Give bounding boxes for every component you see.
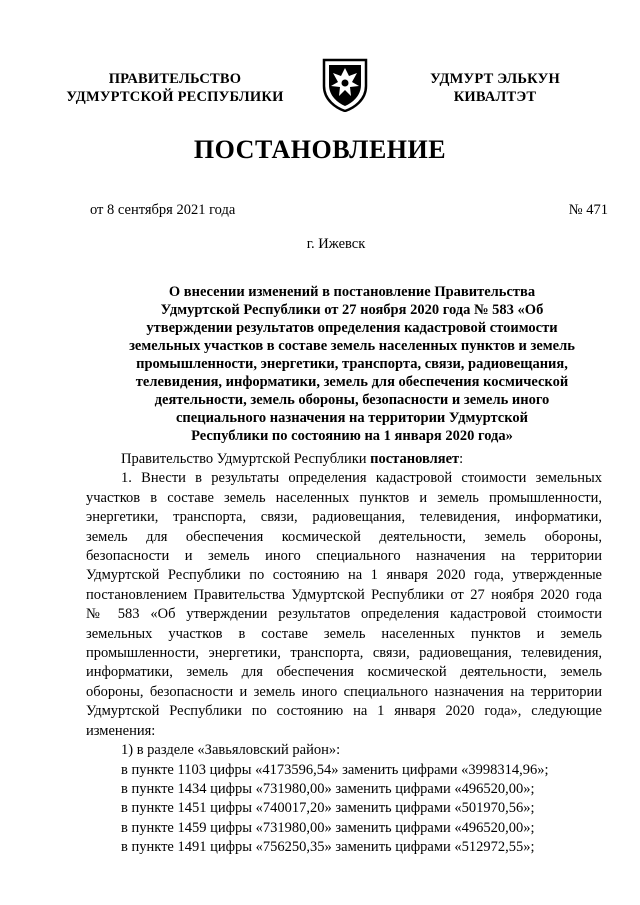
- amendment-item: в пункте 1434 цифры «731980,00» заменить цифрами «496520,00»;: [121, 780, 535, 797]
- government-name-russian: [60, 70, 290, 106]
- para-line: промышленности, энергетики, транспорта, связи, радиовещания, телевидения,: [86, 645, 602, 662]
- header-left-line: ПРАВИТЕЛЬСТВО: [108, 71, 242, 87]
- intro-colon: :: [459, 451, 464, 467]
- para-line: постановлением Правительства Удмуртской Республики от 27 ноября 2020 года: [86, 586, 602, 603]
- subject-line: Республики по состоянию на 1 января 2020 года»: [191, 428, 513, 444]
- para-line: Удмуртской Республики по состоянию на 1 января 2020 года», следующие: [86, 703, 602, 720]
- para-line: земельных участков в составе земель населенных пунктов и земель: [86, 625, 602, 642]
- header-right-line: УДМУРТ ЭЛЬКУН: [430, 71, 560, 87]
- para-line: энергетики, транспорта, связи, радиовещания, телевидения, информатики,: [86, 509, 602, 526]
- document-city: г. Ижевск: [306, 236, 366, 252]
- para-line: обороны, безопасности и земель иного специального назначения на территории: [86, 683, 602, 700]
- amendment-item: в пункте 1451 цифры «740017,20» заменить цифрами «501970,56»;: [121, 800, 535, 817]
- para-line: безопасности и земель иного специального назначения на территории: [86, 548, 602, 565]
- para-line: изменения:: [86, 722, 156, 739]
- para-line: участков в составе земель населенных пунктов и земель промышленности,: [86, 489, 602, 506]
- header-right-line: КИВАЛТЭТ: [453, 89, 537, 105]
- subject-line: земельных участков в составе земель населенных пунктов и земель: [129, 338, 575, 354]
- document-type-title: ПОСТАНОВЛЕНИЕ: [193, 135, 447, 164]
- subject-line: деятельности, земель обороны, безопасности и земель иного: [154, 392, 550, 408]
- header-left-line: УДМУРТСКОЙ РЕСПУБЛИКИ: [66, 89, 284, 105]
- document-number: № 471: [568, 202, 608, 218]
- subject-line: О внесении изменений в постановление Правительства: [168, 284, 536, 300]
- para-line: Удмуртской Республики по состоянию на 1 января 2020 года, утвержденные: [86, 567, 602, 584]
- para-line: земель для обеспечения космической деятельности, земель обороны,: [86, 528, 602, 545]
- para-line: № 583 «Об утверждении результатов определения кадастровой стоимости: [86, 606, 602, 623]
- coat-of-arms-icon: [320, 56, 370, 112]
- para-line: 1. Внести в результаты определения кадастровой стоимости земельных: [121, 470, 602, 487]
- subject-line: утверждении результатов определения кадастровой стоимости: [146, 320, 558, 336]
- subject-line: специального назначения на территории Удмуртской: [175, 410, 528, 426]
- subject-line: промышленности, энергетики, транспорта, связи, радиовещания,: [136, 356, 568, 372]
- amendment-item: в пункте 1459 цифры «731980,00» заменить цифрами «496520,00»;: [121, 819, 535, 836]
- para-line: информатики, земель для обеспечения космической деятельности, земель: [86, 664, 602, 681]
- intro-verb: постановляет: [370, 451, 460, 467]
- paragraph-1: [86, 469, 602, 741]
- intro-text: Правительство Удмуртской Республики: [121, 451, 371, 467]
- subject-line: телевидения, информатики, земель для обеспечения космической: [135, 374, 569, 390]
- document-subject: [112, 283, 592, 445]
- document-date: от 8 сентября 2021 года: [90, 202, 236, 218]
- subject-line: Удмуртской Республики от 27 ноября 2020 года № 583 «Об: [160, 302, 544, 318]
- document-body: [86, 450, 602, 858]
- government-name-udmurt: [395, 70, 595, 106]
- amendment-item: в пункте 1491 цифры «756250,35» заменить цифрами «512972,55»;: [121, 839, 535, 856]
- amendment-item: в пункте 1103 цифры «4173596,54» заменить цифрами «3998314,96»;: [121, 761, 549, 778]
- section-heading: 1) в разделе «Завьяловский район»:: [121, 742, 341, 759]
- intro-paragraph: [86, 450, 602, 469]
